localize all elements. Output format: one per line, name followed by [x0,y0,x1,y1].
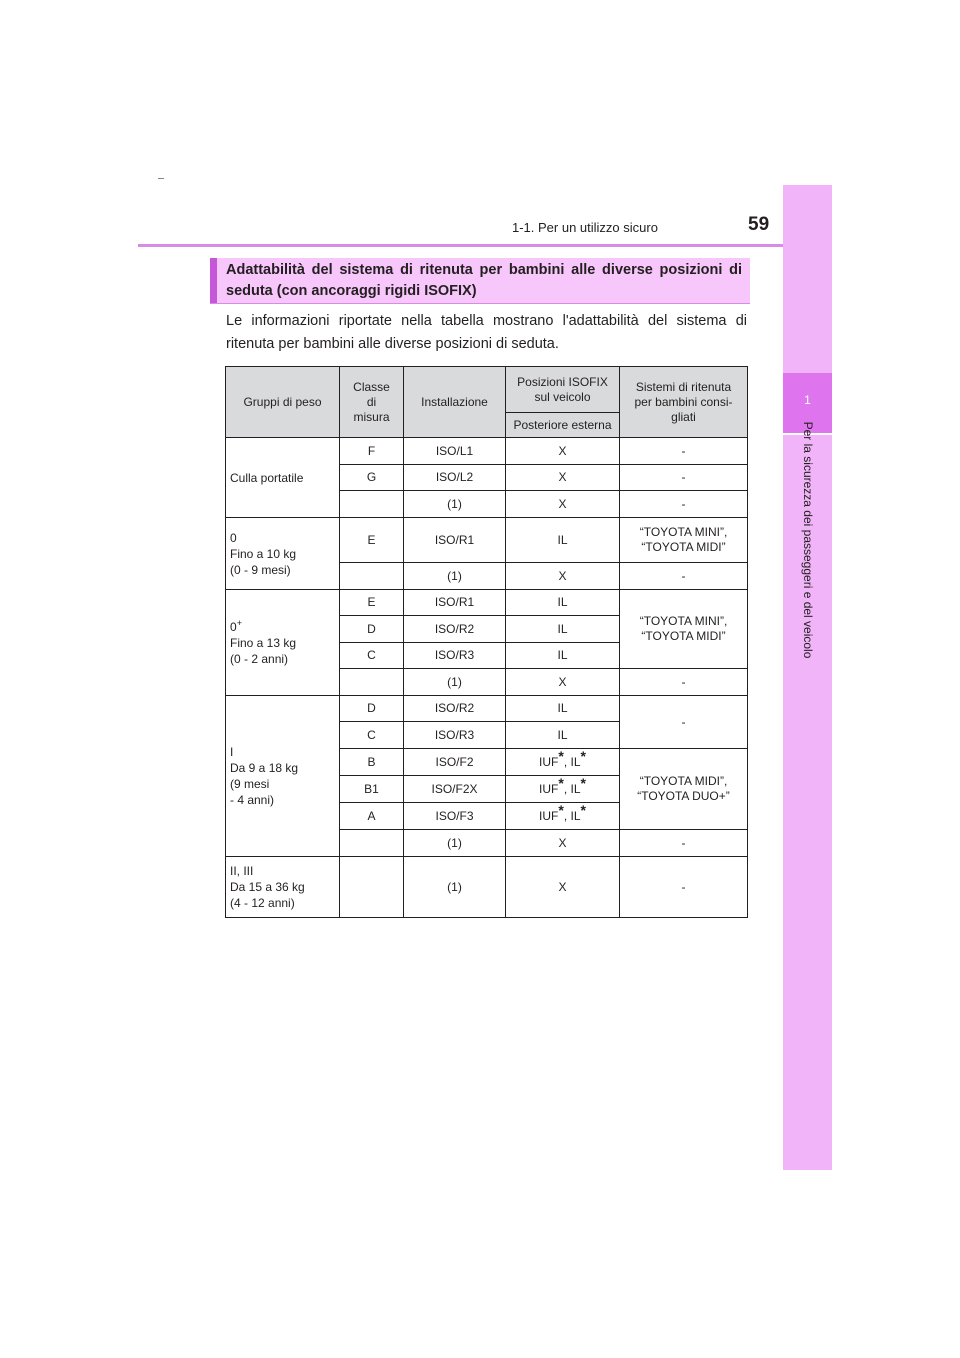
position-cell: X [506,857,620,918]
size-class-cell [340,830,404,857]
position-il: , IL [563,808,581,823]
size-class-cell: C [340,643,404,669]
section-accent [210,258,217,303]
position-cell [506,749,620,776]
position-cell: X [506,491,620,518]
table-row [226,590,748,616]
installation-cell: ISO/R2 [404,696,506,722]
recommended-cell: “TOYOTA MINI”, “TOYOTA MIDI” [620,518,748,563]
recommended-cell: - [620,669,748,696]
position-cell: X [506,465,620,491]
recommended-cell: - [620,438,748,465]
size-class-cell: E [340,590,404,616]
installation-cell: ISO/F2X [404,776,506,803]
installation-cell: ISO/R2 [404,616,506,643]
installation-cell: ISO/L2 [404,465,506,491]
footnote-star: * [580,747,586,764]
installation-cell: ISO/R1 [404,518,506,563]
size-class-cell [340,669,404,696]
group-label-sup: + [236,617,242,628]
position-cell: IL [506,590,620,616]
position-iuf: IUF [539,808,559,823]
position-cell: X [506,669,620,696]
header-installation: Installazione [404,367,506,438]
header-rule [138,244,832,247]
size-class-cell: D [340,696,404,722]
footnote-star: * [580,774,586,791]
header-recommended: Sistemi di ritenuta per bambini consi- gliati [620,367,748,438]
position-il: , IL [563,754,581,769]
size-class-cell: G [340,465,404,491]
size-class-cell: F [340,438,404,465]
isofix-suitability-table [225,366,748,918]
installation-cell: ISO/R3 [404,643,506,669]
position-iuf: IUF [539,781,559,796]
weight-group-cell: II, III Da 15 a 36 kg (4 - 12 anni) [226,857,340,918]
installation-cell: (1) [404,857,506,918]
footnote-star: * [558,747,564,764]
position-cell [506,776,620,803]
header-isofix-positions: Posizioni ISOFIX sul veicolo [506,367,620,413]
recommended-cell: - [620,830,748,857]
size-class-cell: E [340,518,404,563]
installation-cell: (1) [404,669,506,696]
position-cell: IL [506,696,620,722]
size-class-cell: D [340,616,404,643]
recommended-cell: - [620,696,748,749]
size-class-cell: A [340,803,404,830]
header-weight-group: Gruppi di peso [226,367,340,438]
position-cell: X [506,830,620,857]
position-il: , IL [563,781,581,796]
size-class-cell [340,857,404,918]
position-cell: X [506,438,620,465]
weight-group-cell: Culla portatile [226,438,340,518]
installation-cell: ISO/F3 [404,803,506,830]
recommended-cell: - [620,465,748,491]
side-tab-cap [783,185,832,373]
recommended-cell: - [620,491,748,518]
group-label-rest: Fino a 13 kg (0 - 2 anni) [230,635,297,666]
header-size-class: Classe di misura [340,367,404,438]
header-outer-rear: Posteriore esterna [506,413,620,438]
size-class-cell: C [340,722,404,749]
size-class-cell: B [340,749,404,776]
footnote-star: * [580,801,586,818]
weight-group-cell [226,590,340,696]
recommended-cell: “TOYOTA MINI”, “TOYOTA MIDI” [620,590,748,669]
chapter-title: Per la sicurezza dei passeggeri e del veicolo [801,421,815,659]
position-cell: IL [506,616,620,643]
position-iuf: IUF [539,754,559,769]
size-class-cell [340,563,404,590]
position-cell: IL [506,643,620,669]
size-class-cell: B1 [340,776,404,803]
installation-cell: ISO/R3 [404,722,506,749]
section-title: Adattabilità del sistema di ritenuta per bambini alle diverse posizioni di seduta (con ancoraggi rigidi ISOFIX) [226,262,742,299]
recommended-cell: - [620,857,748,918]
corner-dash [158,178,164,179]
installation-cell: (1) [404,563,506,590]
recommended-cell: - [620,563,748,590]
footnote-star: * [558,774,564,791]
section-reference: 1-1. Per un utilizzo sicuro [512,220,658,235]
intro-paragraph: Le informazioni riportate nella tabella mostrano l'adattabilità del sistema di ritenuta per bambini alle diverse posizioni di seduta. [226,313,747,352]
position-cell: IL [506,722,620,749]
table-row [226,518,748,563]
weight-group-cell: 0 Fino a 10 kg (0 - 9 mesi) [226,518,340,590]
footnote-star: * [558,801,564,818]
table-row [226,696,748,722]
table-row [226,438,748,465]
section-heading-bar [210,258,750,304]
installation-cell: (1) [404,830,506,857]
installation-cell: ISO/R1 [404,590,506,616]
position-cell: IL [506,518,620,563]
page-number: 59 [748,214,770,235]
installation-cell: ISO/F2 [404,749,506,776]
table-row [226,857,748,918]
recommended-cell: “TOYOTA MIDI”, “TOYOTA DUO+” [620,749,748,830]
group-label-main: 0 [230,619,237,634]
installation-cell: (1) [404,491,506,518]
chapter-side-tab[interactable] [783,185,832,1170]
size-class-cell [340,491,404,518]
position-cell [506,803,620,830]
installation-cell: ISO/L1 [404,438,506,465]
chapter-number: 1 [804,393,811,407]
weight-group-cell: I Da 9 a 18 kg (9 mesi - 4 anni) [226,696,340,857]
position-cell: X [506,563,620,590]
